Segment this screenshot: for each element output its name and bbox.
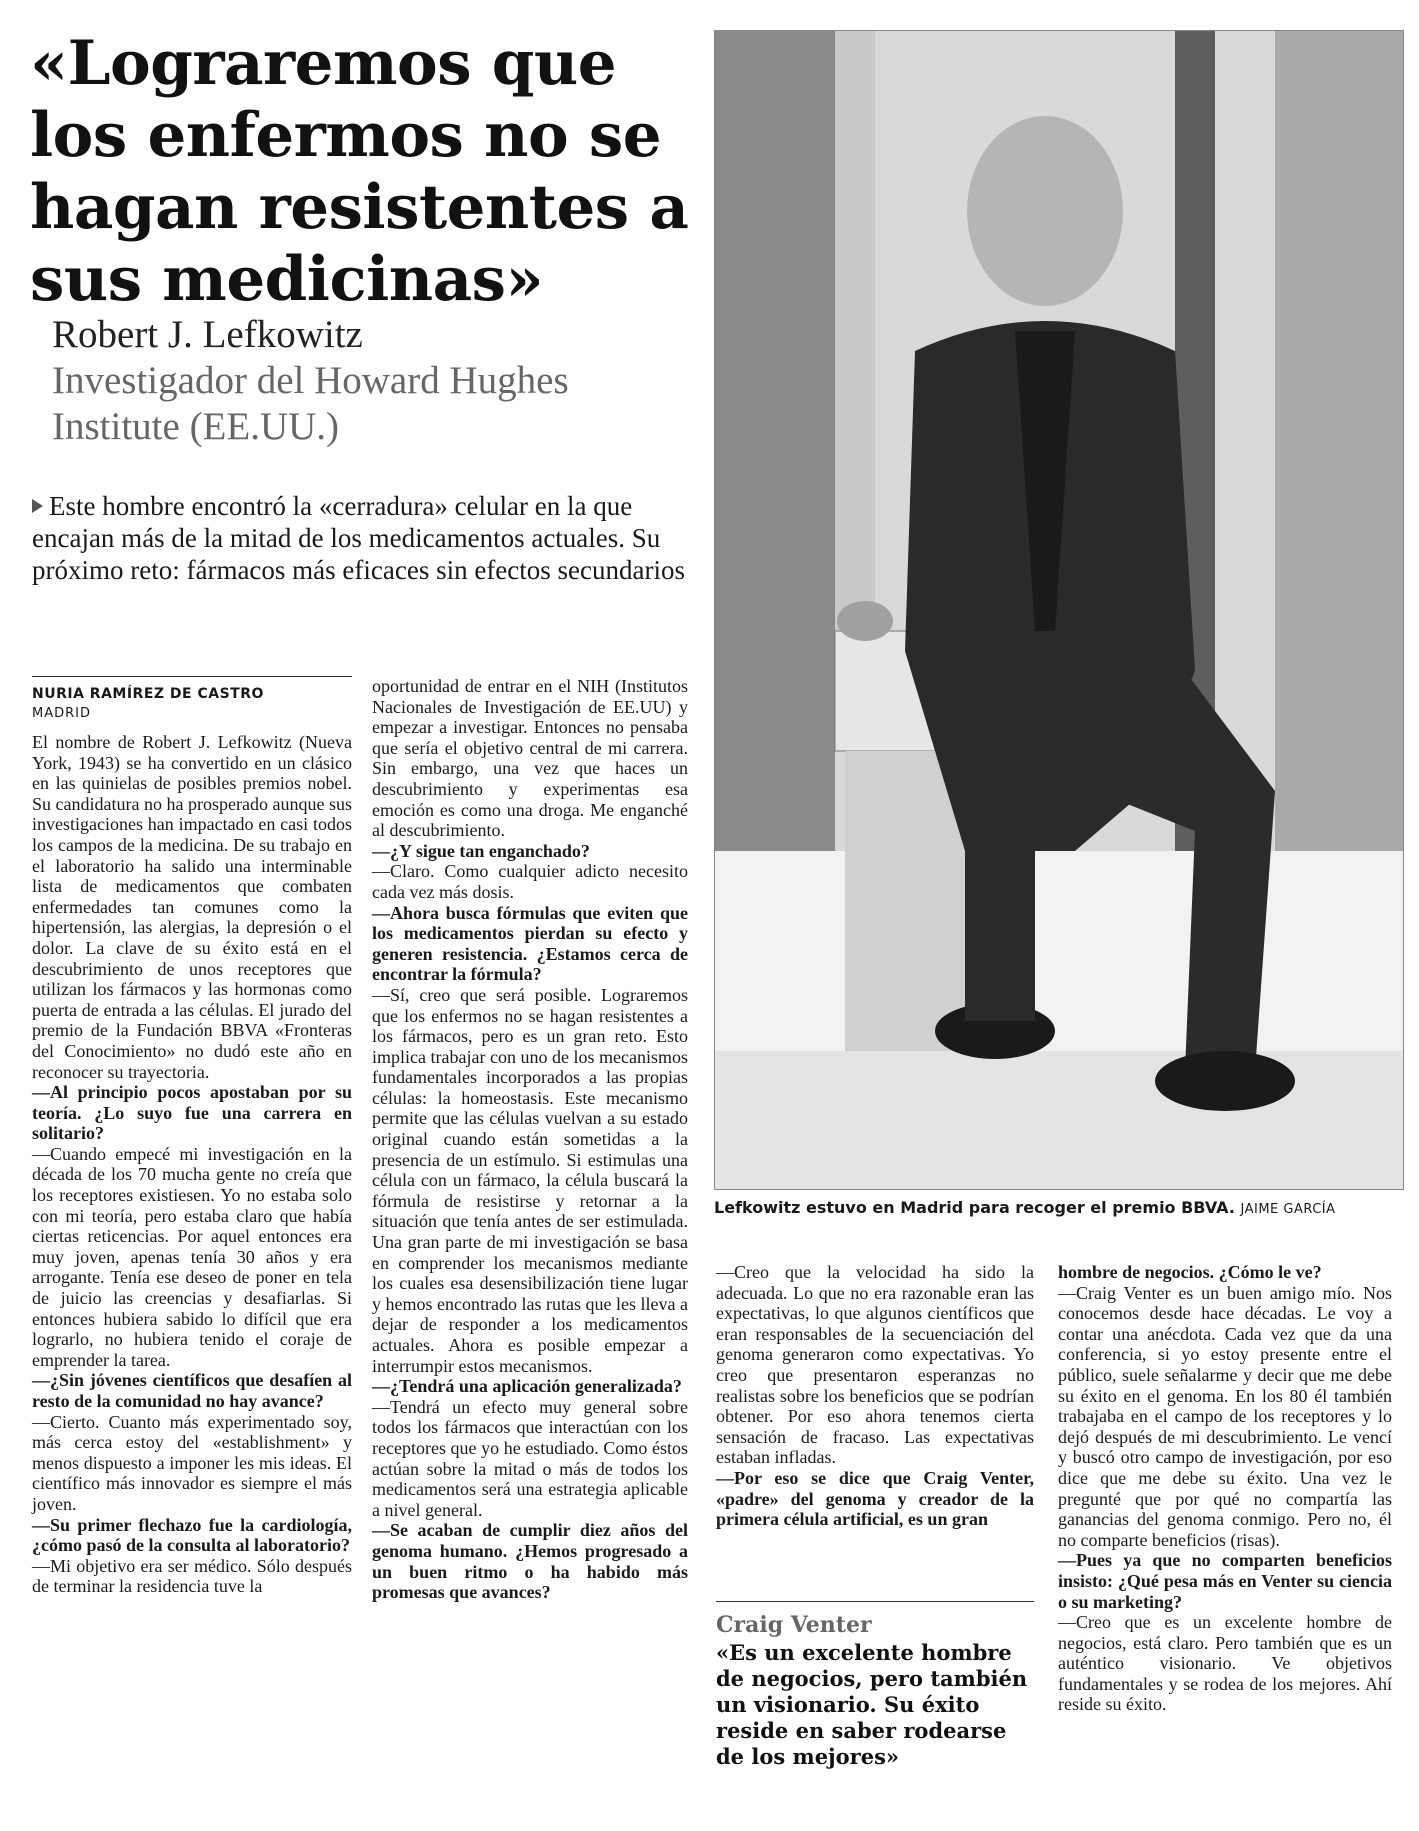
portrait-photo — [714, 30, 1404, 1190]
pullquote-text: «Es un excelente hombre de negocios, pero también un visionario. Su éxito reside en saber rodearse de los mejores» — [716, 1640, 1028, 1769]
interview-question: —Pues ya que no comparten beneficios insisto: ¿Qué pesa más en Venter su ciencia o su marketing? — [1058, 1550, 1392, 1612]
interview-question: —Ahora busca fórmulas que eviten que los medicamentos pierdan su efecto y generen resistencia. ¿Estamos cerca de encontrar la fórmula? — [372, 902, 688, 985]
column-1 — [32, 732, 352, 1597]
subject-name: Robert J. Lefkowitz — [52, 313, 363, 356]
subject-role: Investigador del Howard Hughes Institute (EE.UU.) — [52, 359, 569, 448]
photo-credit: JAIME GARCÍA — [1240, 1202, 1336, 1217]
column-2 — [372, 676, 688, 1603]
pullquote-rule — [716, 1601, 1034, 1602]
author: NURIA RAMÍREZ DE CASTRO — [32, 686, 264, 702]
interview-question: —¿Sin jóvenes científicos que desafíen al resto de la comunidad no hay avance? — [32, 1370, 352, 1411]
caption-text: Lefkowitz estuvo en Madrid para recoger el premio BBVA. — [714, 1198, 1235, 1217]
portrait-illustration — [715, 31, 1403, 1189]
byline-rule — [32, 676, 352, 677]
body-paragraph: oportunidad de entrar en el NIH (Institutos Nacionales de Investigación de EE.UU) y empezar a investigar. Entonces no pensaba que sería el objetivo central de mi carrera. Sin embargo, una vez que haces un descubrimiento y experimentas esa emoción es como una droga. Me enganché al descubrimiento. — [372, 676, 688, 841]
body-paragraph: —Claro. Como cualquier adicto necesito cada vez más dosis. — [372, 861, 688, 902]
interview-question: —Se acaban de cumplir diez años del genoma humano. ¿Hemos progresado a un buen ritmo o ha habido más promesas que avances? — [372, 1520, 688, 1603]
column-3 — [716, 1262, 1034, 1530]
body-paragraph: El nombre de Robert J. Lefkowitz (Nueva York, 1943) se ha convertido en un clásico en las quinielas de posibles premios nobel. Su candidatura no ha prosperado aunque sus investigaciones han impactado en casi todos los campos de la medicina. De su trabajo en el laboratorio ha salido una interminable lista de medicamentos que combaten enfermedades tan comunes como la hipertensión, las alergias, la depresión o el dolor. La clave de su éxito está en el descubrimiento de unos receptores que utilizan los fármacos y las hormonas como puerta de entrada a las células. El jurado del premio de la Fundación BBVA «Fronteras del Conocimiento» no dudó este año en reconocer su trayectoria. — [32, 732, 352, 1082]
interview-question: —Su primer flechazo fue la cardiología, ¿cómo pasó de la consulta al laboratorio? — [32, 1514, 352, 1556]
body-paragraph: —Sí, creo que será posible. Lograremos que los enfermos no se hagan resistentes a los fármacos, pero es un gran reto. Esto implica trabajar con uno de los mecanismos fundamentales incorporados a las propias células: la homeostasis. Este mecanismo permite que las células vuelvan a su estado original cuando están sometidas a la presencia de un estímulo. Si estimulas una célula con un fármaco, la célula buscará la fórmula de resistirse y retornar a la situación que tenía antes de ser estimulada. Una gran parte de mi investigación se basa en comprender los mecanismos mediante los cuales esa desensibilización tiene lugar y hemos encontrado las rutas que les lleva a dejar de responder a los medicamentos actuales. Ahora es posible empezar a interrumpir estos mecanismos. — [372, 984, 688, 1376]
interview-question: —¿Tendrá una aplicación generalizada? — [372, 1376, 682, 1397]
dateline-city: MADRID — [32, 706, 91, 721]
body-paragraph: —Mi objetivo era ser médico. Sólo después de terminar la residencia tuve la — [32, 1555, 352, 1597]
body-paragraph: —Creo que es un excelente hombre de negocios, está claro. Pero también que es un auténtico visionario. Ve objetivos fundamentales y se rodea de los mejores. Ahí reside su éxito. — [1058, 1612, 1392, 1715]
interview-question: —Al principio pocos apostaban por su teoría. ¿Lo suyo fue una carrera en solitario? — [32, 1082, 352, 1144]
body-paragraph: —Cierto. Cuanto más experimentado soy, más cerca estoy del «establishment» y menos dispuesto a imponer les mis ideas. El científico más innovador es siempre el más joven. — [32, 1411, 352, 1514]
interview-question: —Por eso se dice que Craig Venter, «padre» del genoma y creador de la primera célula artificial, es un gran — [716, 1467, 1034, 1530]
headline: «Lograremos que los enfermos no se hagan resistentes a sus medicinas» — [30, 28, 689, 315]
interview-question: hombre de negocios. ¿Cómo le ve? — [1058, 1262, 1322, 1282]
body-paragraph: —Cuando empecé mi investigación en la década de los 70 mucha gente no creía que los receptores existiesen. Yo no estaba solo con mi teoría, pero estaba claro que había ciertas reticencias. Por aquel entonces era muy joven, apenas tenía 30 años y era arrogante. Tenía ese deseo de poner en tela de juicio las creencias y desafiarlas. Si entonces hubiera sabido lo difícil que era lograrlo, no hubiera tenido el coraje de emprender la tarea. — [32, 1143, 352, 1370]
interview-question: —¿Y sigue tan enganchado? — [372, 840, 590, 861]
body-paragraph: —Tendrá un efecto muy general sobre todos los fármacos que interactúan con los receptores que yo he estudiado. Como éstos actúan sobre la mitad o más de todos los medicamentos será una estrategia aplicable a nivel general. — [372, 1396, 688, 1520]
pullquote-name: Craig Venter — [716, 1612, 872, 1638]
arrow-right-icon — [32, 499, 43, 513]
deck-text: Este hombre encontró la «cerradura» celular en la que encajan más de la mitad de los medicamentos actuales. Su próximo reto: fármacos más eficaces sin efectos secundarios — [32, 491, 685, 585]
photo-caption — [714, 1198, 1404, 1217]
column-4 — [1058, 1262, 1392, 1715]
body-paragraph: —Creo que la velocidad ha sido la adecuada. Lo que no era razonable eran las expectativas, lo que algunos científicos que eran responsables de la secuenciación del genoma generaron como expectativas. Yo creo que presentaron esperanzas no realistas sobre los beneficios que se podrían obtener. Por eso ahora tenemos cierta sensación de fracaso. Las expectativas estaban infladas. — [716, 1262, 1034, 1468]
body-paragraph: —Craig Venter es un buen amigo mío. Nos conocemos desde hace décadas. Le voy a contar una anécdota. Cada vez que da una conferencia, si yo estoy presente entre el público, suele señalarme y decir que me debe su éxito en el genoma. En los 80 él también trabajaba en el campo de los receptores y lo dejó después de mi descubrimiento. Le vencí y buscó otro campo de investigación, por eso dice que me debe su éxito. Una vez le pregunté que por qué no compartía las ganancias del genoma conmigo. Pero no, él no comparte beneficios (risas). — [1058, 1282, 1392, 1550]
deck — [32, 490, 692, 586]
